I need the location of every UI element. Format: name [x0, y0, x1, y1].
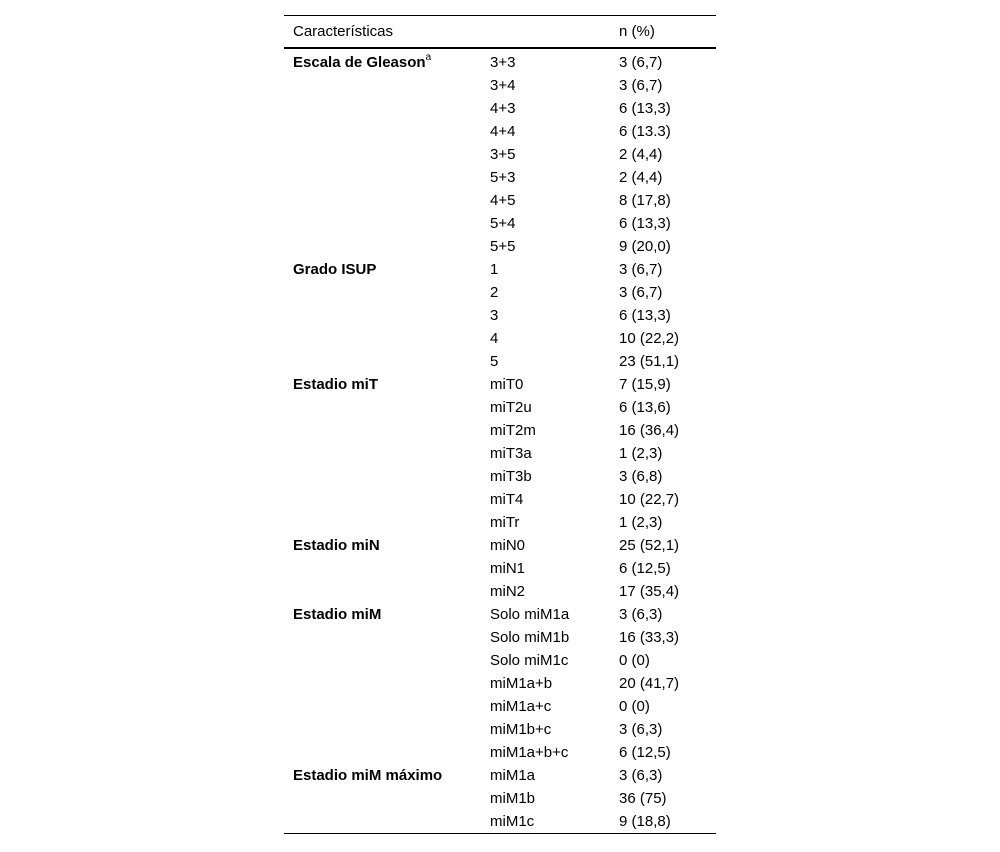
group-label-empty: [284, 166, 481, 189]
category-cell: Solo miM1c: [490, 652, 569, 669]
value-cell: 8 (17,8): [619, 192, 671, 209]
table-row: [284, 511, 716, 534]
group-label-text: Estadio miN: [293, 537, 380, 554]
group-label-text: Estadio miT: [293, 376, 379, 393]
category-cell: miT2u: [490, 399, 532, 416]
value-cell: 0 (0): [619, 698, 650, 715]
category-cell: 5+4: [490, 215, 516, 232]
header-row: [284, 16, 716, 49]
characteristics-table: [284, 15, 716, 834]
group-label-empty: [284, 511, 481, 534]
category-cell: miN2: [490, 583, 526, 600]
group-label-empty: [284, 718, 481, 741]
group-label-empty: [284, 787, 481, 810]
value-cell: 9 (20,0): [619, 238, 671, 255]
table-row: [284, 281, 716, 304]
category-cell: Solo miM1b: [490, 629, 570, 646]
group-label-empty: [284, 557, 481, 580]
group-label-empty: [284, 741, 481, 764]
value-cell: 16 (36,4): [619, 422, 680, 439]
value-cell: 23 (51,1): [619, 353, 680, 370]
table-row: [284, 143, 716, 166]
category-cell: 4+4: [490, 123, 516, 140]
category-cell: miM1b: [490, 790, 536, 807]
value-cell: 6 (13,3): [619, 307, 671, 324]
group-label-empty: [284, 350, 481, 373]
category-cell: miM1a+c: [490, 698, 552, 715]
group-label-empty: [284, 465, 481, 488]
category-cell: miT4: [490, 491, 524, 508]
table-row: [284, 557, 716, 580]
value-cell: 3 (6,7): [619, 77, 663, 94]
group-label-empty: [284, 212, 481, 235]
value-cell: 3 (6,3): [619, 606, 663, 623]
group-label-empty: [284, 626, 481, 649]
category-cell: miM1a+b+c: [490, 744, 569, 761]
group-label-empty: [284, 120, 481, 143]
table-row: [284, 166, 716, 189]
table-row: [284, 718, 716, 741]
value-cell: 6 (13.3): [619, 123, 671, 140]
value-cell: 6 (13,3): [619, 100, 671, 117]
value-cell: 36 (75): [619, 790, 667, 807]
category-cell: 5: [490, 353, 499, 370]
group-label-empty: [284, 649, 481, 672]
category-cell: 3: [490, 307, 499, 324]
group-label-empty: [284, 304, 481, 327]
table-row: [284, 48, 716, 74]
table-header: [284, 16, 716, 49]
category-cell: 1: [490, 261, 499, 278]
group-label-empty: [284, 672, 481, 695]
category-cell: 4+3: [490, 100, 516, 117]
category-cell: miM1a+b: [490, 675, 553, 692]
category-cell: 3+3: [490, 54, 516, 71]
value-cell: 3 (6,8): [619, 468, 663, 485]
value-cell: 25 (52,1): [619, 537, 680, 554]
group-label-empty: [284, 327, 481, 350]
group-label-empty: [284, 442, 481, 465]
table-row: [284, 580, 716, 603]
table-row: [284, 189, 716, 212]
value-cell: 3 (6,3): [619, 721, 663, 738]
group-label: [284, 48, 481, 74]
category-cell: 3+4: [490, 77, 516, 94]
group-label-text: Estadio miM máximo: [293, 767, 443, 784]
table-row: [284, 212, 716, 235]
table-row: [284, 97, 716, 120]
table-row: [284, 350, 716, 373]
header-characteristics: Características: [293, 23, 394, 40]
table-row: [284, 741, 716, 764]
category-cell: 2: [490, 284, 499, 301]
value-cell: 2 (4,4): [619, 169, 663, 186]
group-label: [284, 258, 481, 281]
category-cell: Solo miM1a: [490, 606, 570, 623]
category-cell: 4: [490, 330, 499, 347]
value-cell: 10 (22,7): [619, 491, 680, 508]
footnote-marker: a: [425, 52, 432, 63]
group-label-empty: [284, 189, 481, 212]
group-label-text: Estadio miM: [293, 606, 382, 623]
value-cell: 6 (13,6): [619, 399, 671, 416]
table-row: [284, 258, 716, 281]
table-row: [284, 672, 716, 695]
category-cell: miM1c: [481, 810, 610, 834]
value-cell: 2 (4,4): [619, 146, 663, 163]
category-cell: miT0: [490, 376, 524, 393]
value-cell: 17 (35,4): [619, 583, 680, 600]
value-cell: 20 (41,7): [619, 675, 680, 692]
value-cell: 6 (13,3): [619, 215, 671, 232]
group-label-empty: [284, 695, 481, 718]
table-row: [284, 626, 716, 649]
value-cell: 0 (0): [619, 652, 650, 669]
value-cell: 6 (12,5): [619, 744, 671, 761]
table-row: [284, 488, 716, 511]
group-label-text: Escala de Gleason: [293, 54, 426, 71]
category-cell: 5+3: [490, 169, 516, 186]
category-cell: miT2m: [490, 422, 536, 439]
table-body: [284, 48, 716, 834]
table-row: [284, 810, 716, 834]
category-cell: miT3b: [490, 468, 532, 485]
table-row: [284, 442, 716, 465]
group-label-empty: [284, 396, 481, 419]
table-row: [284, 373, 716, 396]
group-label-empty: [284, 281, 481, 304]
value-cell: 7 (15,9): [619, 376, 671, 393]
group-label-empty: [284, 810, 481, 834]
value-cell: 9 (18,8): [610, 810, 716, 834]
value-cell: 3 (6,7): [619, 54, 663, 71]
category-cell: 3+5: [490, 146, 516, 163]
table-row: [284, 327, 716, 350]
table-row: [284, 534, 716, 557]
table-row: [284, 465, 716, 488]
value-cell: 3 (6,3): [619, 767, 663, 784]
group-label: [284, 373, 481, 396]
value-cell: 3 (6,7): [619, 261, 663, 278]
value-cell: 1 (2,3): [619, 514, 663, 531]
category-cell: miM1b+c: [490, 721, 552, 738]
group-label-empty: [284, 580, 481, 603]
group-label-empty: [284, 143, 481, 166]
table-row: [284, 764, 716, 787]
group-label: [284, 764, 481, 787]
category-cell: miM1a: [490, 767, 536, 784]
category-cell: miT3a: [490, 445, 532, 462]
group-label-empty: [284, 488, 481, 511]
table-row: [284, 74, 716, 97]
table-row: [284, 787, 716, 810]
value-cell: 6 (12,5): [619, 560, 671, 577]
group-label-text: Grado ISUP: [293, 261, 377, 278]
group-label-empty: [284, 235, 481, 258]
table-row: [284, 695, 716, 718]
category-cell: 4+5: [490, 192, 516, 209]
table-row: [284, 304, 716, 327]
value-cell: 16 (33,3): [619, 629, 680, 646]
group-label-empty: [284, 419, 481, 442]
table-row: [284, 649, 716, 672]
value-cell: 10 (22,2): [619, 330, 680, 347]
category-cell: miN0: [490, 537, 526, 554]
table-row: [284, 396, 716, 419]
table-row: [284, 419, 716, 442]
value-cell: 1 (2,3): [619, 445, 663, 462]
header-category: [481, 16, 610, 49]
group-label-empty: [284, 97, 481, 120]
table-row: [284, 603, 716, 626]
category-cell: miTr: [490, 514, 520, 531]
category-cell: 5+5: [490, 238, 516, 255]
category-cell: miN1: [490, 560, 526, 577]
group-label: [284, 534, 481, 557]
table-row: [284, 120, 716, 143]
group-label-empty: [284, 74, 481, 97]
group-label: [284, 603, 481, 626]
value-cell: 3 (6,7): [619, 284, 663, 301]
table-row: [284, 235, 716, 258]
header-n-percent: n (%): [619, 23, 655, 40]
